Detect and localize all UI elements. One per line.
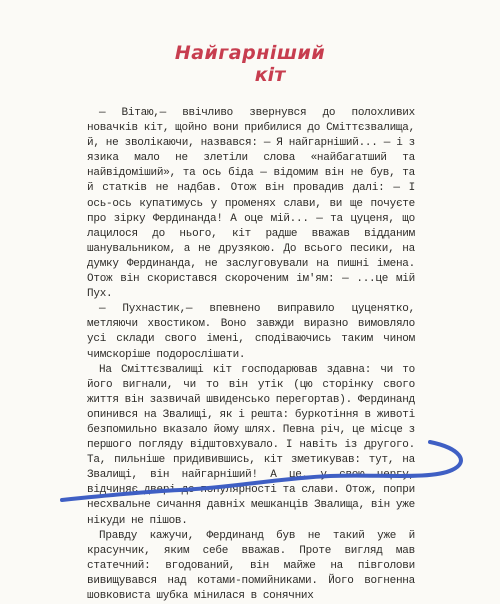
chapter-body [87, 106, 415, 604]
chapter-title [0, 42, 500, 86]
paragraph-3: На Сміттєзвалищі кіт господарював здавна: чи то його вигнали, чи то він утік (цю сторінку свого життя він зазвичай швиденсько перегортав). Фердинанд опинився на Звалищі, як і решта: буркотіння в животі безпомильно вказало йому шлях. Певна річ, це місце з першого погляду відштовхувало. І навіть із другого. Та, пильніше придивившись, кіт зметикував: тут, на Звалищі, він найгарніший! А це, у свою чергу, відчиняє двері до популярності та слави. Отож, попри несхвальне сичання давніх мешканців Звалища, він уже нікуди не пішов. [87, 363, 415, 527]
paragraph-4: Правду кажучи, Фердинанд був не такий уже й красунчик, яким себе вважав. Проте вигляд мав статечний: вгодований, він майже на півголови вивищувався над котами-помийниками. Його вогненна шовковиста шубка мінилася в сонячних [87, 529, 415, 602]
chapter-title-line-2: кіт [254, 64, 286, 86]
chapter-title-line-1: Найгарніший [174, 42, 326, 64]
paragraph-2: — Пухнастик,— впевнено виправило цуценятко, метляючи хвостиком. Воно завжди виразно вимовляло усі склади свого імені, сподіваючись таким чином чимскоріше подорослішати. [87, 303, 415, 361]
paragraph-1: — Вітаю,— ввічливо звернувся до полохливих новачків кіт, щойно вони прибилися до Сміттєзвалища, й, не зволікаючи, назвався: — Я найгарніший... — і з язика мало не злетіли слова «найбагатший та найвідоміший», та ось біда — відомим він не був, та й статків не надбав. Отож він провадив далі: — І ось-ось купатимусь у променях слави, ви ще почуєте про зірку Фердинанда! А оце мій... — та цуценя, що лацилося до нього, кіт радше вважав відданим шанувальником, а не друзякою. До всього песики, на думку Фердинанда, не заслуговували на пишні імена. Отож він скористався скороченим ім'ям: — ...це мій Пух. [87, 107, 415, 301]
